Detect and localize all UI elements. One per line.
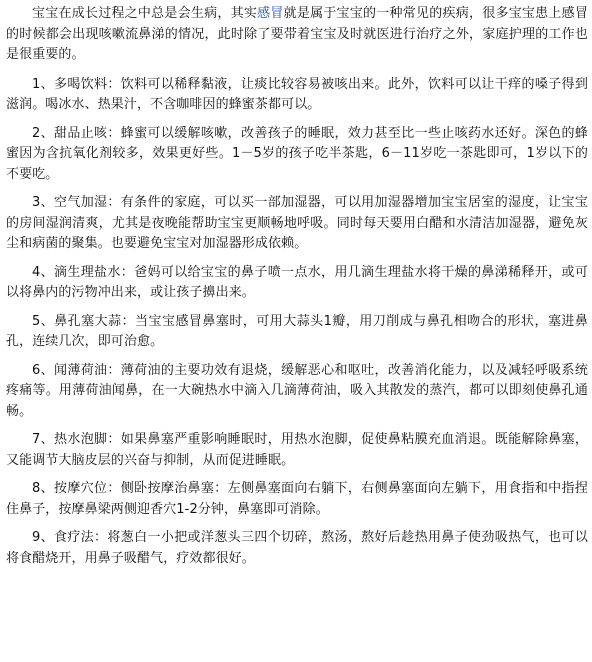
tip-paragraph-1: 1、多喝饮料：饮料可以稀释黏液，让痰比较容易被咳出来。此外，饮料可以让干痒的嗓子得到滋润。喝冰水、热果汁，不含咖啡因的蜂蜜茶都可以。 xyxy=(6,76,588,112)
tip-paragraph-5: 5、鼻孔塞大蒜：当宝宝感冒鼻塞时，可用大蒜头1瓣，用刀削成与鼻孔相吻合的形状，塞进鼻孔，连续几次，即可治愈。 xyxy=(6,313,588,349)
tip-paragraph-4: 4、滴生理盐水：爸妈可以给宝宝的鼻子喷一点水，用几滴生理盐水将干燥的鼻涕稀释开，或可以将鼻内的污物冲出来，或让孩子擤出来。 xyxy=(6,264,588,300)
intro-paragraph xyxy=(6,4,588,66)
intro-text-after-link: 就是属于宝宝的一种常见的疾病，很多宝宝患上感冒的时候都会出现咳嗽流鼻涕的情况，此时除了要带着宝宝及时就医进行治疗之外，家庭护理的工作也是很重要的。 xyxy=(6,6,588,62)
tip-paragraph-6: 6、闻薄荷油：薄荷油的主要功效有退烧，缓解恶心和呕吐，改善消化能力，以及减轻呼吸系统疼痛等。用薄荷油闻鼻，在一大碗热水中滴入几滴薄荷油，吸入其散发的蒸汽，都可以即刻使鼻孔通畅。 xyxy=(6,362,588,419)
tip-paragraph-2: 2、甜品止咳：蜂蜜可以缓解咳嗽，改善孩子的睡眠，效力甚至比一些止咳药水还好。深色的蜂蜜因为含抗氧化剂较多，效果更好些。1－5岁的孩子吃半茶匙，6－11岁吃一茶匙即可，1岁以下的不要吃。 xyxy=(6,125,588,182)
tip-paragraph-7: 7、热水泡脚：如果鼻塞严重影响睡眠时，用热水泡脚，促使鼻粘膜充血消退。既能解除鼻塞，又能调节大脑皮层的兴奋与抑制，从而促进睡眠。 xyxy=(6,432,588,468)
tip-paragraph-8: 8、按摩穴位：侧卧按摩治鼻塞：左侧鼻塞面向右躺下，右侧鼻塞面向左躺下，用食指和中指捏住鼻子，按摩鼻梁两侧迎香穴1-2分钟，鼻塞即可消除。 xyxy=(6,481,588,517)
intro-text-before-link: 宝宝在成长过程之中总是会生病，其实 xyxy=(32,6,258,21)
cold-keyword-link[interactable]: 感冒 xyxy=(257,6,284,21)
tip-paragraph-3: 3、空气加湿：有条件的家庭，可以买一部加湿器，可以用加湿器增加宝宝居室的湿度，让宝宝的房间湿润清爽，尤其是夜晚能帮助宝宝更顺畅地呼吸。同时每天要用白醋和水清洁加湿器，避免灰尘和病菌的聚集。也要避免宝宝对加湿器形成依赖。 xyxy=(6,195,588,251)
tip-paragraph-9: 9、食疗法：将葱白一小把或洋葱头三四个切碎，熬汤，熬好后趁热用鼻子使劲吸热气，也可以将食醋烧开，用鼻子吸醋气，疗效都很好。 xyxy=(6,530,588,566)
